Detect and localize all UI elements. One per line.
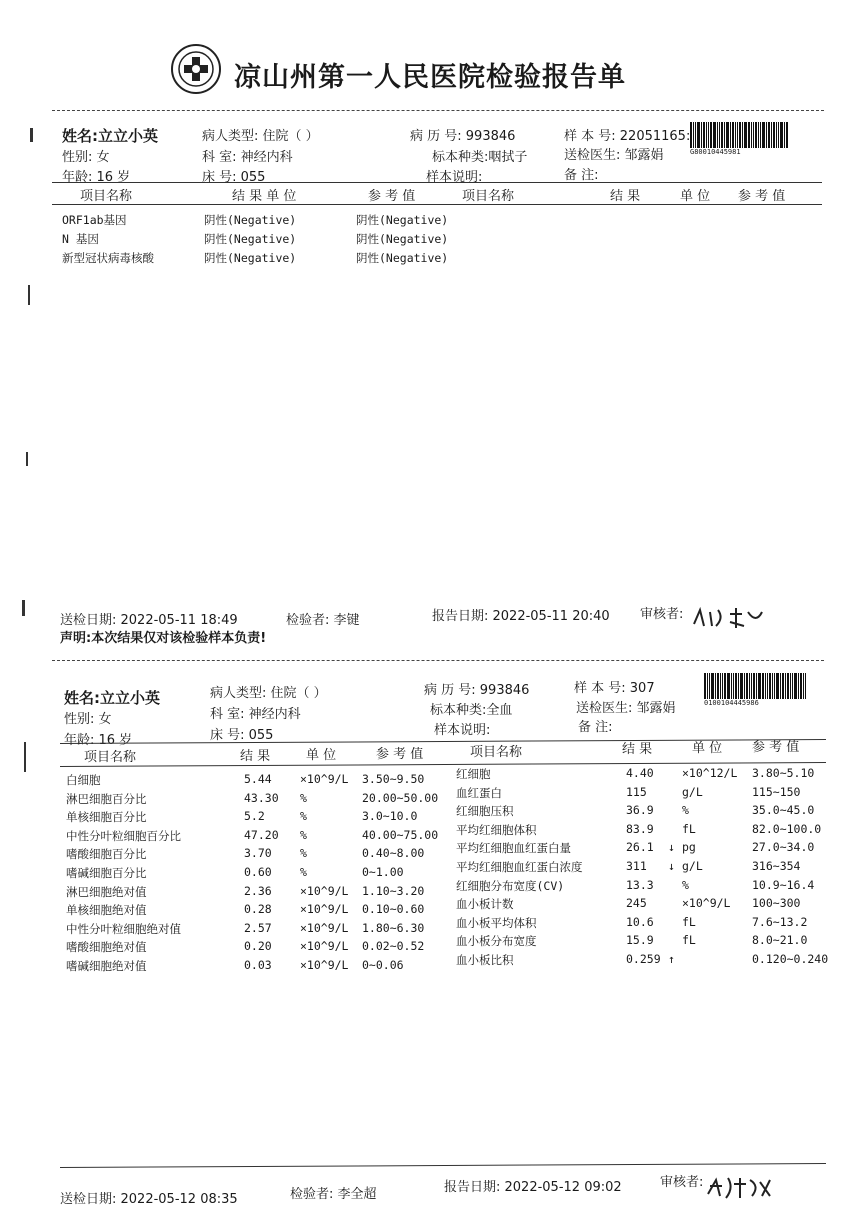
- cell-ref: 35.0~45.0: [752, 803, 815, 818]
- patient-name: 姓名:立立小英: [62, 127, 158, 145]
- remark: 备 注:: [564, 168, 599, 183]
- cell-ref: 27.0~34.0: [752, 840, 815, 855]
- cell-name: 红细胞分布宽度(CV): [456, 878, 565, 893]
- col-header: 参 考 值: [738, 189, 786, 204]
- cell-ref: 0.02~0.52: [362, 939, 425, 954]
- referring-doctor: 送检医生: 邹露娟: [576, 701, 676, 716]
- sample-number: 样 本 号: 307: [574, 681, 655, 696]
- cell-name: 血小板比积: [456, 953, 514, 967]
- table-row: [0, 878, 860, 894]
- divider: [52, 110, 824, 111]
- cell-unit: fL: [682, 933, 696, 948]
- cell-name: 血红蛋白: [456, 785, 502, 800]
- cell-result: 83.9: [626, 821, 654, 836]
- cell-unit: %: [300, 827, 307, 842]
- scan-mark: [28, 285, 30, 305]
- cell-result: 0.60: [244, 865, 272, 879]
- cell-unit: ×10^9/L: [300, 920, 349, 935]
- patient-type: 病人类型: 住院（ ）: [202, 129, 319, 144]
- col-header: 结 果 单 位: [232, 189, 297, 204]
- cell-result: 311: [626, 859, 647, 873]
- cell-unit: ×10^9/L: [682, 896, 731, 911]
- patient-gender: 性别: 女: [62, 150, 110, 165]
- cell-unit: %: [300, 809, 307, 824]
- cell-unit: %: [300, 790, 307, 805]
- col-header: 参 考 值: [368, 189, 416, 204]
- cell-ref: 阴性(Negative): [356, 251, 449, 265]
- cell-result: 阴性(Negative): [204, 213, 297, 227]
- cell-result: 47.20: [244, 827, 279, 842]
- bed-number: 床 号: 055: [202, 170, 266, 185]
- scan-mark: [24, 742, 26, 772]
- cell-name: 血小板计数: [456, 897, 514, 912]
- cell-unit: pg: [682, 840, 696, 855]
- col-header: 结 果: [622, 742, 653, 757]
- cell-ref: 3.0~10.0: [362, 809, 418, 824]
- record-number: 病 历 号: 993846: [410, 129, 516, 144]
- table-row: [0, 212, 860, 228]
- cell-ref: 100~300: [752, 896, 801, 911]
- barcode-number: G80010445981: [690, 148, 741, 156]
- cell-result: 5.2: [244, 809, 265, 824]
- cell-unit: ×10^9/L: [300, 958, 349, 972]
- specimen-type: 标本种类:全血: [430, 703, 513, 718]
- cell-ref: 8.0~21.0: [752, 933, 808, 948]
- table-row: [0, 952, 860, 968]
- cell-unit: fL: [682, 821, 696, 836]
- cell-unit: ×10^9/L: [300, 939, 349, 954]
- cell-result: 13.3: [626, 877, 654, 892]
- cell-name: 血小板平均体积: [456, 915, 537, 930]
- cell-result: 10.6: [626, 914, 654, 929]
- col-header: 结 果: [240, 749, 271, 764]
- cell-ref: 阴性(Negative): [356, 213, 449, 227]
- table-row: [0, 859, 860, 875]
- cell-result: 26.1: [626, 840, 654, 855]
- table-row: [0, 231, 860, 247]
- cell-ref: 40.00~75.00: [362, 827, 439, 842]
- cell-name: 嗜酸细胞绝对值: [66, 940, 147, 955]
- cell-ref: 10.9~16.4: [752, 877, 815, 892]
- hospital-logo: [170, 43, 222, 95]
- report-date: 报告日期: 2022-05-11 20:40: [432, 609, 610, 624]
- cell-name: N 基因: [62, 232, 99, 246]
- cell-ref: 1.80~6.30: [362, 920, 425, 935]
- patient-age: 年龄: 16 岁: [64, 733, 133, 748]
- cell-ref: 阴性(Negative): [356, 232, 449, 246]
- department: 科 室: 神经内科: [210, 707, 301, 722]
- col-header: 项目名称: [80, 189, 133, 204]
- table-row: [0, 915, 860, 931]
- cell-flag: ↑: [668, 952, 675, 966]
- reviewer-signature: [704, 1172, 778, 1206]
- inspector: 检验者: 李键: [286, 613, 360, 628]
- col-header: 项目名称: [470, 745, 523, 760]
- cell-result: 0.20: [244, 939, 272, 954]
- cell-flag: ↓: [668, 840, 675, 855]
- col-header: 参 考 值: [752, 740, 800, 755]
- cell-result: 0.259: [626, 952, 661, 966]
- cell-name: 嗜碱细胞百分比: [66, 866, 147, 880]
- scan-mark: [26, 452, 28, 466]
- disclaimer: 声明:本次结果仅对该检验样本负责!: [60, 631, 267, 646]
- footer-line: [60, 1163, 826, 1168]
- cell-name: ORF1ab基因: [62, 213, 127, 227]
- sample-note: 样本说明:: [434, 723, 491, 738]
- table-row: [0, 250, 860, 266]
- cell-name: 平均红细胞体积: [456, 822, 537, 837]
- cell-result: 阴性(Negative): [204, 251, 297, 265]
- cell-name: 中性分叶粒细胞绝对值: [66, 921, 181, 936]
- cell-result: 43.30: [244, 790, 279, 805]
- cell-unit: ×10^9/L: [300, 902, 349, 917]
- cell-unit: g/L: [682, 784, 703, 799]
- cell-unit: ×10^9/L: [300, 772, 349, 786]
- table-row: [0, 896, 860, 912]
- cell-result: 0.03: [244, 958, 272, 972]
- cell-ref: 0~0.06: [362, 958, 404, 972]
- barcode-number: 0100104445986: [704, 699, 759, 707]
- cell-unit: %: [300, 846, 307, 861]
- cell-name: 红细胞: [456, 767, 491, 781]
- sample-note: 样本说明:: [426, 170, 483, 185]
- cell-name: 新型冠状病毒核酸: [62, 251, 154, 265]
- cell-name: 平均红细胞血红蛋白浓度: [456, 860, 583, 874]
- table-row: [0, 933, 860, 949]
- cell-ref: 0.40~8.00: [362, 846, 425, 861]
- cell-result: 245: [626, 896, 647, 911]
- cell-ref: 0~1.00: [362, 865, 404, 879]
- cell-ref: 3.50~9.50: [362, 772, 425, 786]
- cell-unit: ×10^12/L: [682, 766, 738, 780]
- cell-result: 2.36: [244, 883, 272, 898]
- patient-age: 年龄: 16 岁: [62, 170, 131, 185]
- cell-ref: 0.10~0.60: [362, 902, 425, 917]
- reviewer: 审核者:: [660, 1175, 704, 1190]
- cell-flag: ↓: [668, 859, 675, 873]
- cell-name: 嗜碱细胞绝对值: [66, 959, 147, 973]
- table-row: [0, 840, 860, 856]
- cell-ref: 20.00~50.00: [362, 790, 439, 805]
- col-header: 单 位: [692, 741, 723, 756]
- patient-name: 姓名:立立小英: [64, 689, 160, 707]
- department: 科 室: 神经内科: [202, 150, 293, 165]
- table-row: [0, 785, 860, 801]
- cell-ref: 115~150: [752, 784, 801, 799]
- reviewer: 审核者:: [640, 607, 684, 622]
- report-date: 报告日期: 2022-05-12 09:02: [444, 1180, 622, 1195]
- patient-gender: 性别: 女: [64, 712, 112, 727]
- bed-number: 床 号: 055: [210, 728, 274, 743]
- reviewer-signature: [690, 604, 770, 636]
- col-header: 单 位: [306, 748, 337, 763]
- send-date: 送检日期: 2022-05-11 18:49: [60, 613, 238, 628]
- col-header: 单 位: [680, 189, 711, 204]
- remark: 备 注:: [578, 720, 613, 735]
- col-header: 结 果: [610, 189, 641, 204]
- table-row: [0, 766, 860, 782]
- send-date: 送检日期: 2022-05-12 08:35: [60, 1192, 238, 1207]
- cell-ref: 7.6~13.2: [752, 914, 808, 929]
- inspector: 检验者: 李全超: [290, 1187, 377, 1202]
- cell-name: 平均红细胞血红蛋白量: [456, 841, 571, 856]
- cell-unit: ×10^9/L: [300, 883, 349, 898]
- cell-result: 阴性(Negative): [204, 232, 297, 246]
- scan-mark: [22, 600, 25, 616]
- table-header-top-line: [52, 182, 822, 183]
- cell-name: 单核细胞百分比: [66, 810, 147, 825]
- cell-ref: 82.0~100.0: [752, 821, 822, 836]
- col-header: 项目名称: [462, 189, 515, 204]
- cell-name: 嗜酸细胞百分比: [66, 847, 147, 862]
- table-header-bottom-line: [52, 204, 822, 205]
- report-title: 凉山州第一人民医院检验报告单: [234, 62, 626, 93]
- cell-unit: %: [682, 803, 689, 818]
- cell-unit: g/L: [682, 859, 703, 873]
- cell-ref: 3.80~5.10: [752, 766, 815, 780]
- barcode-icon: [690, 122, 789, 148]
- cell-ref: 1.10~3.20: [362, 883, 425, 898]
- cell-unit: fL: [682, 914, 696, 929]
- cell-name: 血小板分布宽度: [456, 934, 537, 949]
- col-header: 参 考 值: [376, 747, 424, 762]
- cell-name: 中性分叶粒细胞百分比: [66, 828, 181, 843]
- cell-name: 白细胞: [66, 773, 101, 787]
- cell-unit: %: [300, 865, 307, 879]
- col-header: 项目名称: [84, 750, 137, 765]
- table-row: [0, 803, 860, 819]
- barcode-icon: [704, 673, 807, 699]
- cell-result: 2.57: [244, 920, 272, 935]
- patient-type: 病人类型: 住院（ ）: [210, 686, 327, 701]
- cell-result: 115: [626, 784, 647, 799]
- cell-name: 单核细胞绝对值: [66, 903, 147, 918]
- cell-ref: 316~354: [752, 859, 801, 873]
- cell-result: 0.28: [244, 902, 272, 917]
- referring-doctor: 送检医生: 邹露娟: [564, 148, 664, 163]
- cell-name: 红细胞压积: [456, 804, 514, 819]
- cell-unit: %: [682, 877, 689, 892]
- record-number: 病 历 号: 993846: [424, 683, 530, 698]
- specimen-type: 标本种类:咽拭子: [432, 150, 528, 165]
- cell-result: 4.40: [626, 766, 654, 780]
- cell-result: 3.70: [244, 846, 272, 861]
- table-row: [0, 822, 860, 838]
- cell-name: 淋巴细胞绝对值: [66, 884, 147, 899]
- sample-number: 样 本 号: 22051165:: [564, 129, 691, 144]
- cell-ref: 0.120~0.240: [752, 952, 829, 966]
- cell-result: 5.44: [244, 772, 272, 786]
- cell-name: 淋巴细胞百分比: [66, 791, 147, 806]
- cell-result: 15.9: [626, 933, 654, 948]
- scan-mark: [30, 128, 33, 142]
- divider: [52, 660, 824, 661]
- cell-result: 36.9: [626, 803, 654, 818]
